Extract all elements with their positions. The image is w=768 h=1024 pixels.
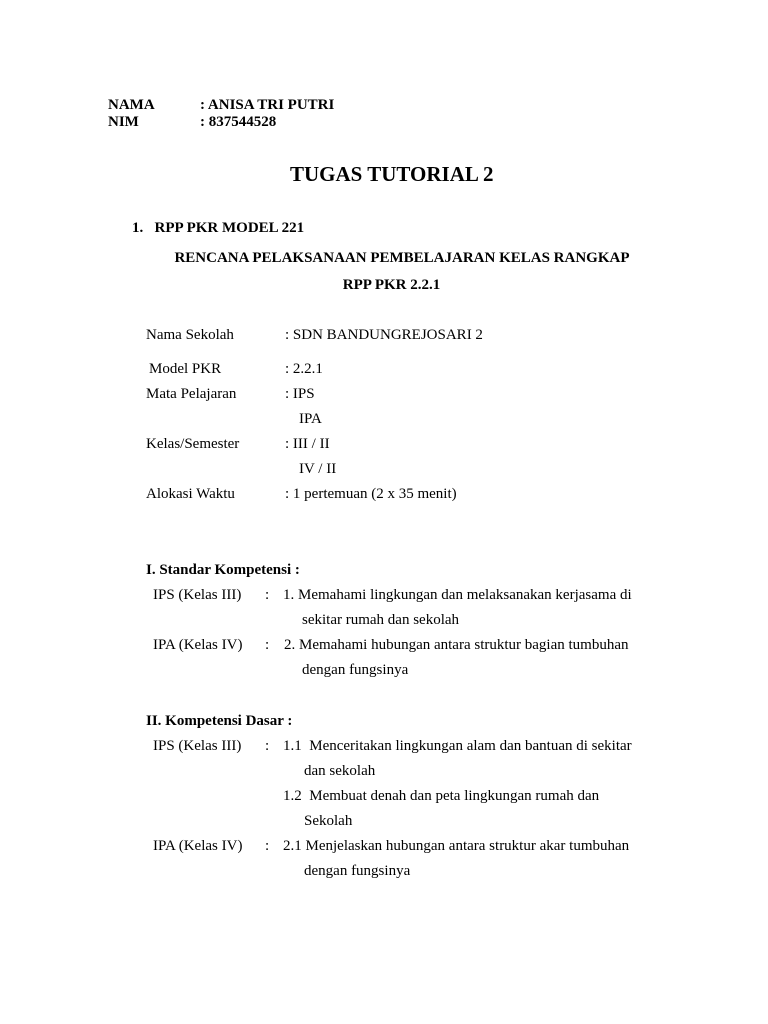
model-label: Model PKR [149,361,222,377]
model-value: : 2.2.1 [285,361,323,377]
mapel-value: : IPS [285,386,315,402]
standar-ipa-colon: : [265,637,270,653]
standar-ipa-text-cont: dengan fungsinya [302,662,409,678]
dasar-ips-label: IPS (Kelas III) [153,738,242,754]
nim-label: NIM [108,114,139,130]
kelas-value-2: IV / II [299,461,337,477]
dasar-ips-1-1-cont: dan sekolah [304,763,376,779]
standar-ips-text-cont: sekitar rumah dan sekolah [302,612,460,628]
dasar-ipa-label: IPA (Kelas IV) [153,838,243,854]
dasar-ips-1-2: 1.2 Membuat denah dan peta lingkungan rumah dan [283,788,600,804]
standar-ipa-label: IPA (Kelas IV) [153,637,243,653]
nama-sekolah-label: Nama Sekolah [146,327,234,343]
mapel-label: Mata Pelajaran [146,386,237,402]
mapel-value-2: IPA [299,411,322,427]
dasar-ipa-2-1: 2.1 Menjelaskan hubungan antara struktur akar tumbuhan [283,838,630,854]
dasar-heading: II. Kompetensi Dasar : [146,713,293,729]
page-title: TUGAS TUTORIAL 2 [290,162,494,186]
standar-ips-text: 1. Memahami lingkungan dan melaksanakan kerjasama di [283,587,632,603]
alokasi-label: Alokasi Waktu [146,486,235,502]
nama-label: NAMA [108,97,155,113]
kelas-label: Kelas/Semester [146,436,240,452]
document-subtitle: RENCANA PELAKSANAAN PEMBELAJARAN KELAS RANGKAP [174,250,630,266]
alokasi-value: : 1 pertemuan (2 x 35 menit) [285,486,457,502]
dasar-ips-colon: : [265,738,270,754]
standar-ipa-text: 2. Memahami hubungan antara struktur bagian tumbuhan [284,637,629,653]
rpp-code: RPP PKR 2.2.1 [342,277,441,293]
nim-value: : 837544528 [200,114,277,130]
nama-sekolah-value: : SDN BANDUNGREJOSARI 2 [285,327,483,343]
kelas-value: : III / II [285,436,330,452]
dasar-ipa-colon: : [265,838,270,854]
standar-ips-colon: : [265,587,270,603]
standar-ips-label: IPS (Kelas III) [153,587,242,603]
section-heading: 1. RPP PKR MODEL 221 [132,220,305,236]
nama-value: : ANISA TRI PUTRI [200,97,335,113]
standar-heading: I. Standar Kompetensi : [146,562,300,578]
dasar-ips-1-1: 1.1 Menceritakan lingkungan alam dan bantuan di sekitar [283,738,632,754]
dasar-ipa-2-1-cont: dengan fungsinya [304,863,411,879]
dasar-ips-1-2-cont: Sekolah [304,813,353,829]
